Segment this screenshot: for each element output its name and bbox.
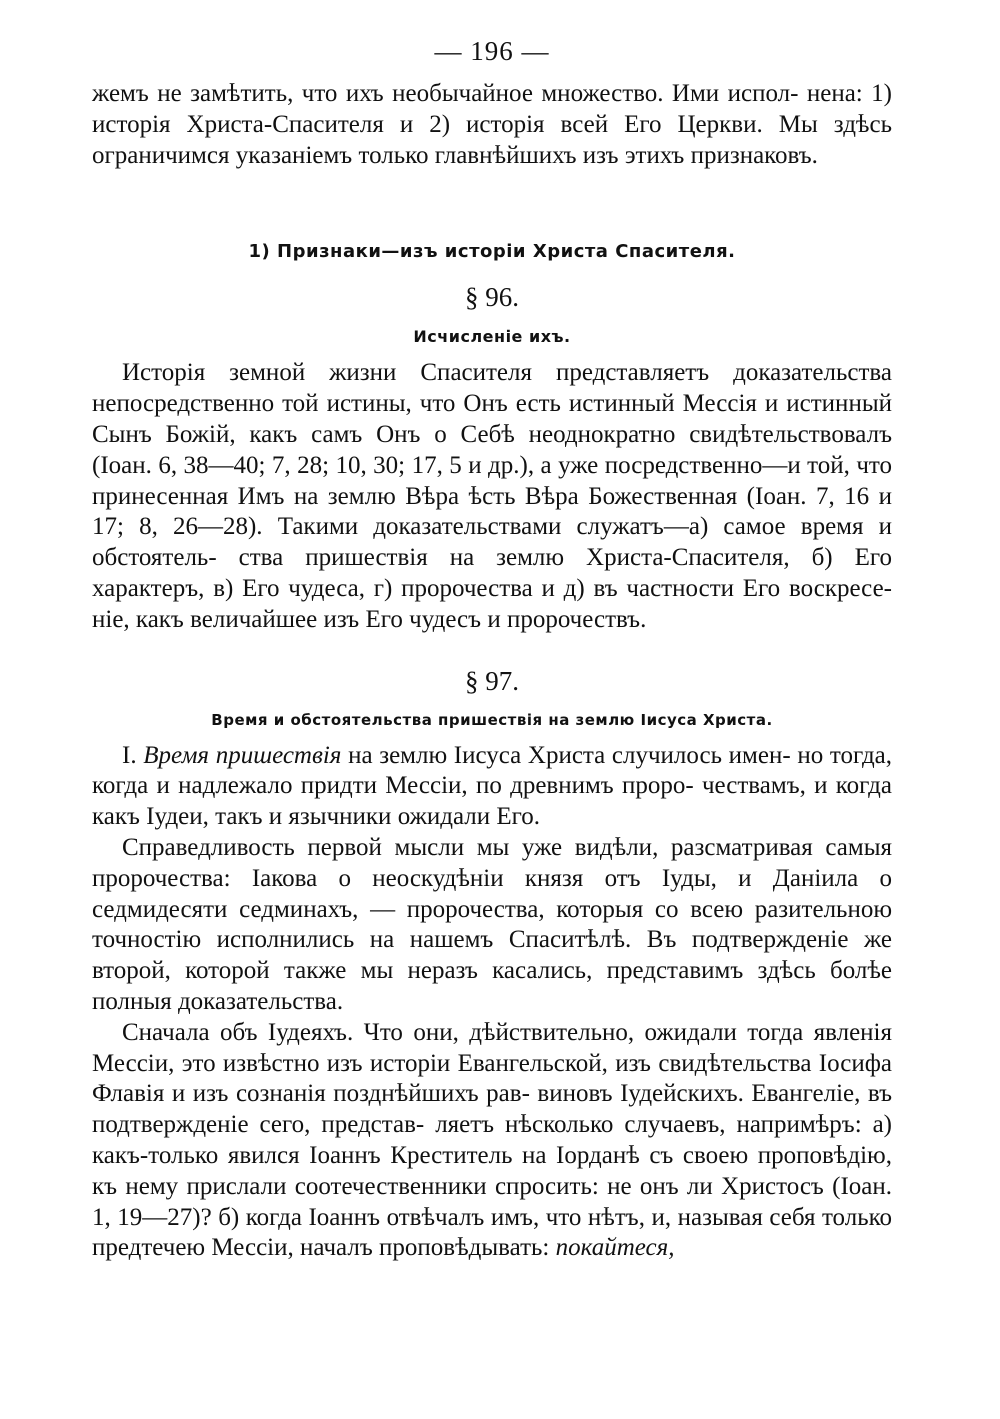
text-line: но тогда, когда и надлежало придти Мессіи, по древнимъ проро- — [92, 741, 893, 800]
text-fragment: I. — [122, 741, 144, 769]
text-line: истинный Сынъ Божій, какъ самъ Онъ о Себѣ неоднократно — [92, 390, 892, 448]
text-line: Въ подтвержденіе же второй, которой также мы неразъ касались, — [92, 926, 892, 985]
text-line: Вѣра ѣсть Вѣра Божественная (Іоан. 7, 16 и 17; 8, 26—28). — [92, 482, 893, 541]
text-line: свидѣтельства Іосифа Флавія и изъ сознанія позднѣйшихъ рав- — [92, 1049, 892, 1108]
text-line: ства пришествія на землю Христа-Спасителя, б) Его характеръ, — [92, 544, 893, 602]
text-line: Даніила о седмидесяти седминахъ, — пророчества, которыя со — [92, 864, 892, 923]
text-line: явленія Мессіи, это извѣстно изъ исторіи Евангельской, изъ — [92, 1018, 892, 1077]
book-page — [92, 36, 892, 1264]
text-line: 1, 19—27)? б) когда Іоаннъ отвѣчалъ имъ, что нѣтъ, и, называя — [92, 1203, 763, 1231]
text-line: Сначала объ Іудеяхъ. Что они, дѣйствительно, ожидали тогда — [122, 1018, 804, 1046]
text-line: Мы здѣсь ограничимся указаніемъ только главнѣйшихъ изъ — [92, 110, 892, 169]
text-line: виновъ Іудейскихъ. Евангеліе, въ подтвержденіе сего, представ- — [92, 1080, 892, 1139]
text-line: нена: 1) исторія Христа-Спасителя и 2) исторія всей Его Церкви. — [92, 80, 892, 138]
text-fragment: себя только предтечею Мессіи, началъ проповѣдывать: — [92, 1203, 892, 1262]
text-line: ляетъ нѣсколько случаевъ, напримѣръ: а) какъ-только явился — [92, 1111, 892, 1169]
section-heading: 1) Признаки—изъ исторіи Христа Спасителя. — [248, 241, 736, 263]
paragraph-96-body — [92, 358, 892, 635]
italic-phrase: Время пришествія — [143, 741, 342, 769]
text-line: самыя пророчества: Іакова о неоскудѣніи князя отъ Іуды, и — [92, 833, 893, 892]
text-line: ніе, какъ величайшее изъ Его чудесъ и пророчествъ. — [92, 605, 647, 633]
paragraph-subtitle-96: Исчисленіе ихъ. — [413, 327, 571, 347]
text-line: непосредственно той истины, что Онъ есть истинный Мессія и — [92, 390, 779, 418]
text-line: Исторія земной жизни Спасителя представляетъ доказательства — [122, 359, 892, 387]
text-line: чествамъ, и когда какъ Іудеи, такъ и язычники ожидали Его. — [92, 772, 892, 831]
italic-phrase: покайтеся, — [555, 1234, 675, 1262]
paragraph-97-part-2 — [92, 833, 892, 1018]
text-line: прислали соотечественники спросить: не онъ ли Христосъ (Іоан. — [186, 1172, 893, 1200]
text-line: жемъ не замѣтить, что ихъ необычайное множество. Ими испол- — [92, 80, 799, 107]
intro-paragraph — [92, 79, 892, 171]
text-line: Іоаннъ Креститель на Іорданѣ съ своею проповѣдію, къ нему — [92, 1141, 892, 1200]
text-line: этихъ признаковъ. — [624, 141, 818, 169]
text-line: в) Его чудеса, г) пророчества и д) въ частности Его воскресе- — [213, 574, 893, 602]
paragraph-97-part-3 — [92, 1018, 892, 1264]
paragraph-97-part-1 — [92, 741, 892, 833]
text-line: представимъ здѣсь болѣе полныя доказательства. — [92, 957, 893, 1015]
text-line: Справедливость первой мысли мы уже видѣли, разсматривая — [122, 833, 813, 861]
paragraph-sign-97: § 97. — [465, 665, 519, 696]
text-line: всею разительною точностію исполнились на нашемъ Спаситѣлѣ. — [92, 895, 893, 954]
page-number: — 196 — — [434, 36, 550, 66]
paragraph-sign-96: § 96. — [465, 282, 519, 313]
text-line: Такими доказательствами служатъ—а) самое время и обстоятель- — [92, 513, 892, 572]
paragraph-subtitle-97: Время и обстоятельства пришествія на землю Іисуса Христа. — [211, 710, 773, 729]
text-line: а уже посредственно—и той, что принесенная Имъ на землю — [92, 451, 893, 510]
text-fragment: на землю Іисуса Христа случилось имен- — [341, 741, 791, 769]
text-line: свидѣтельствовалъ (Іоан. 6, 38—40; 7, 28; 10, 30; 17, 5 и др.), — [92, 420, 893, 479]
